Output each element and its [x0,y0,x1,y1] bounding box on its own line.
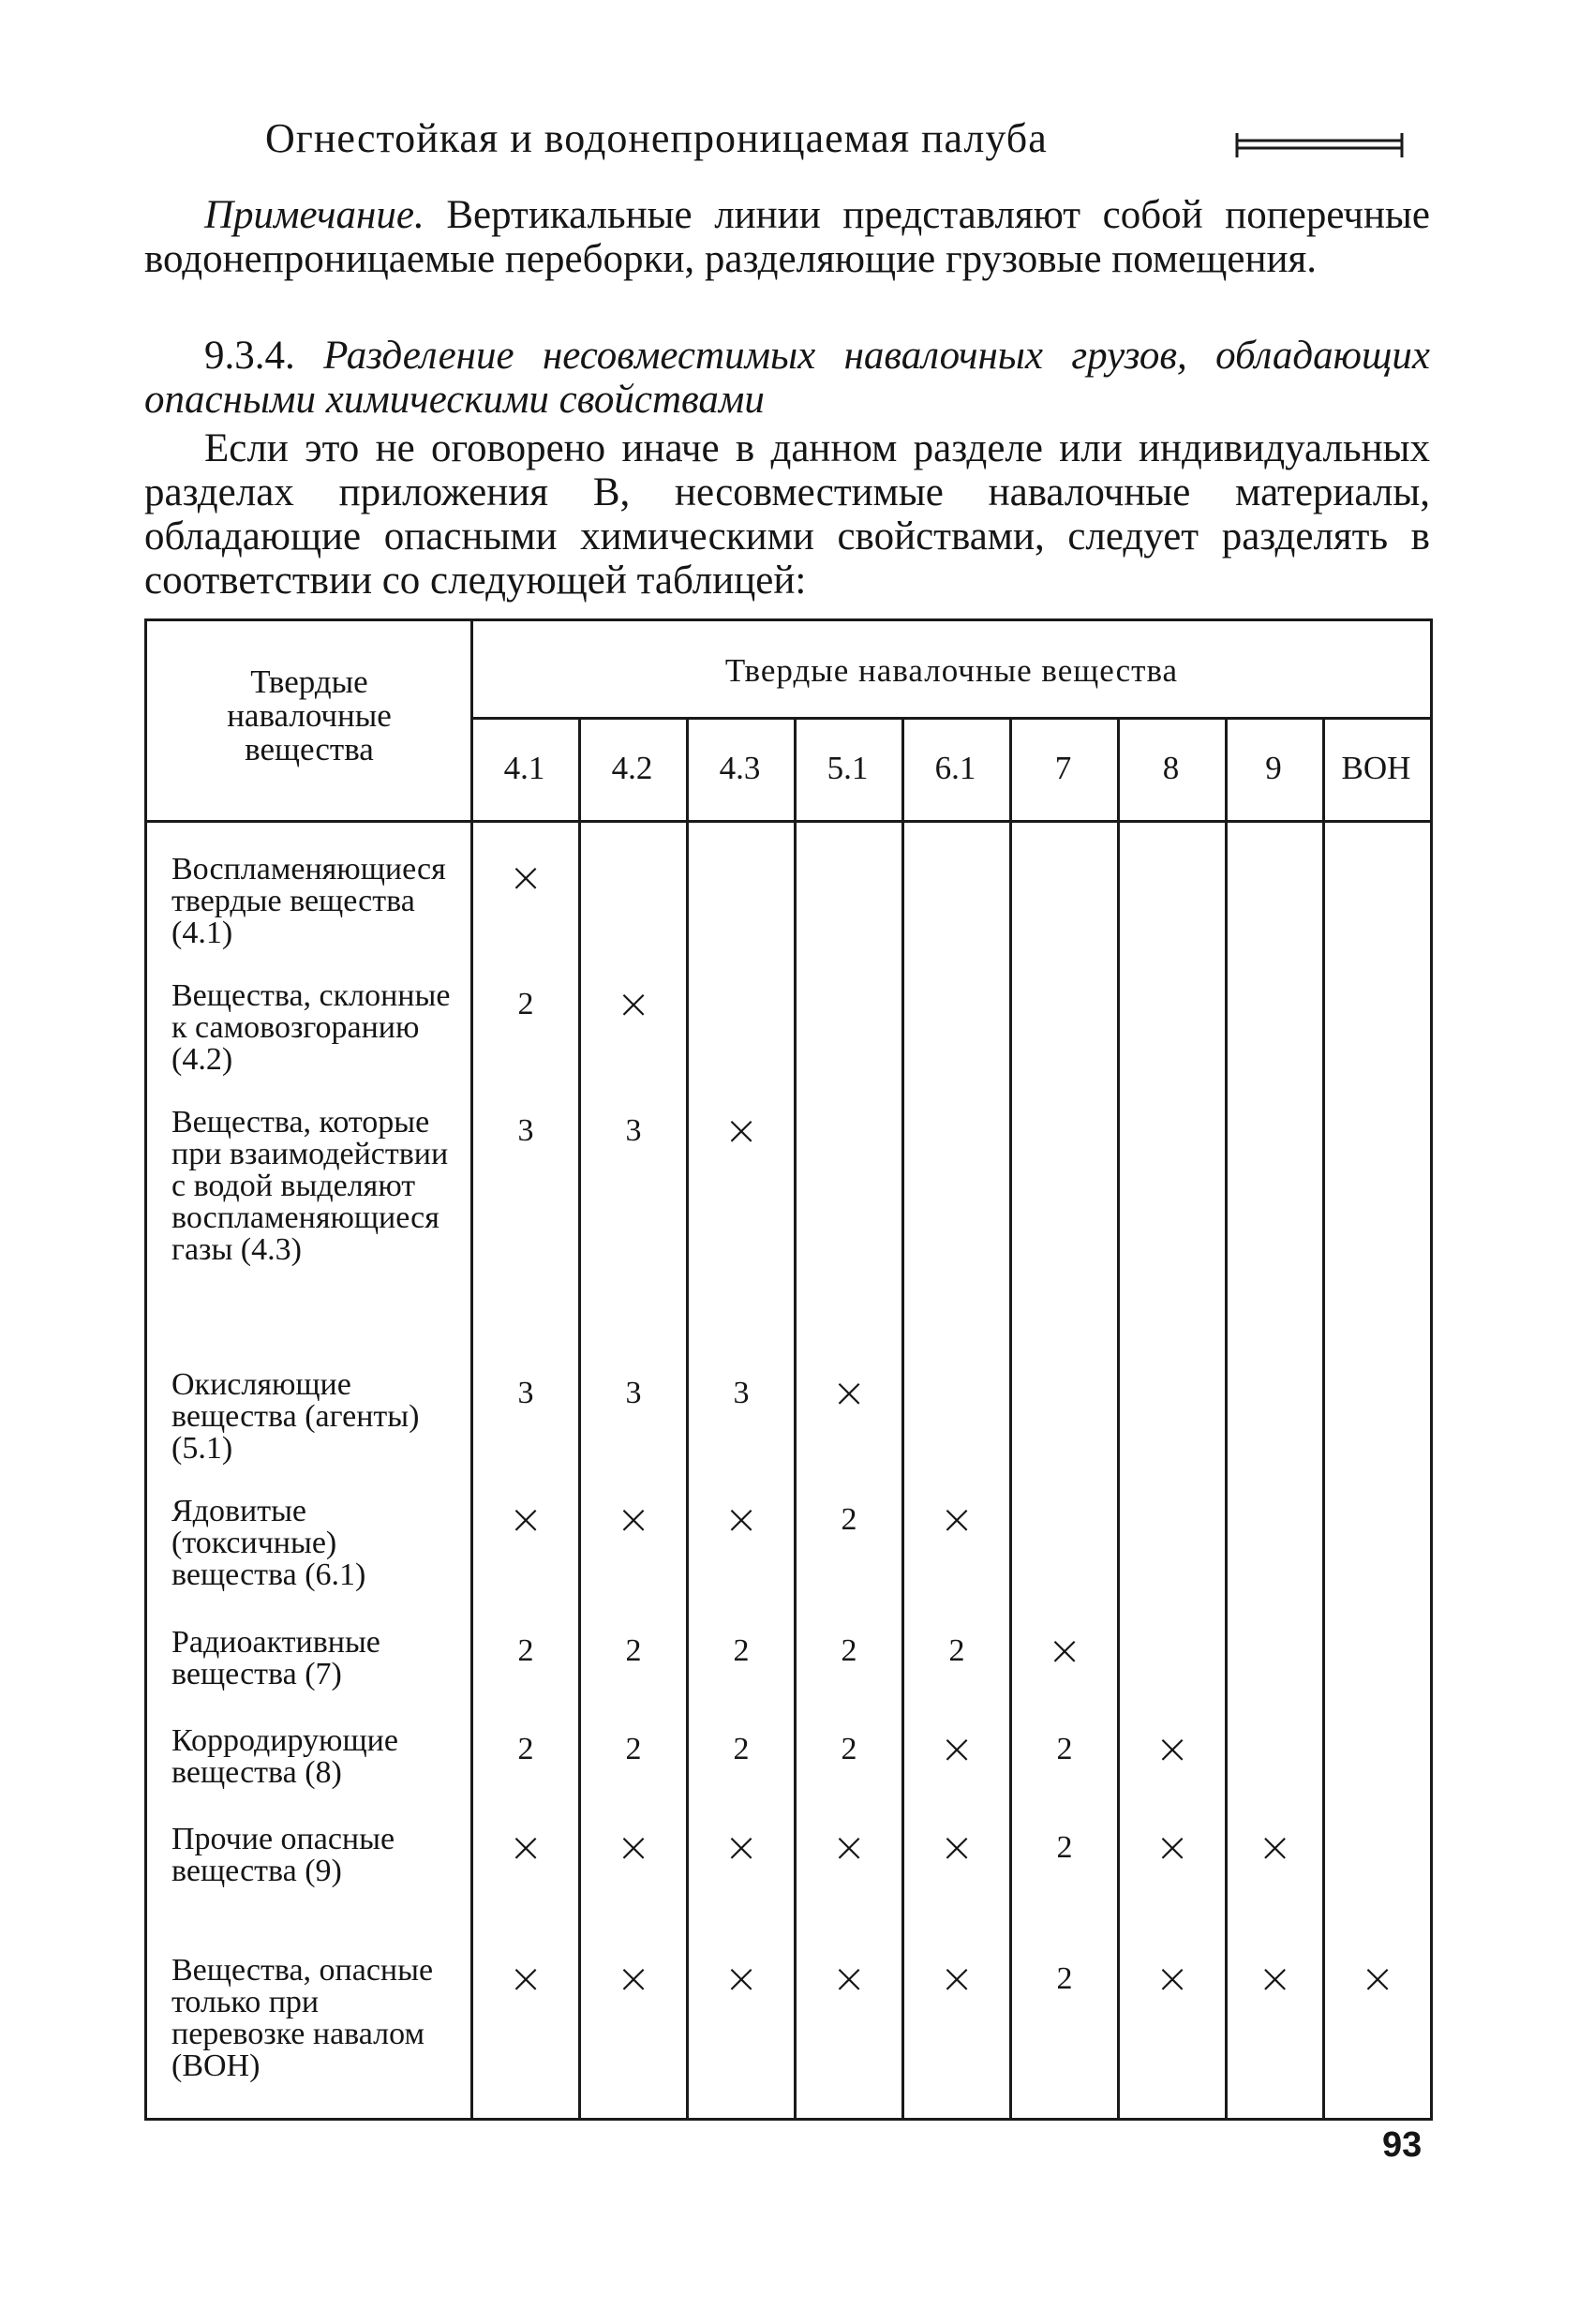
group-header: Твердые навалочные вещества [724,652,1179,689]
cross-mark: × [939,1824,975,1871]
bulkhead-line [686,717,689,2118]
segregation-code: 3 [733,1376,750,1410]
bulkhead-line [1009,717,1012,2118]
segregation-code: 3 [625,1113,642,1148]
segregation-code: 2 [517,987,534,1021]
segregation-code: 2 [517,1732,534,1766]
column-header: 4.2 [611,750,653,786]
bulkhead-line [794,717,797,2118]
note-lead: Примечание. [204,193,425,237]
cross-mark: × [508,1955,544,2003]
label-column-border [470,618,473,2118]
cross-mark: × [616,980,651,1028]
row-label: Воспламеняющиеся твердые вещества (4.1) [171,852,446,950]
row-label: Ядовитые (токсичные) вещества (6.1) [171,1494,366,1592]
section-title: Разделение несовместимых навалочных грузов, обладающих опасными химическими свойствами [144,334,1430,422]
segregation-code: 3 [625,1376,642,1410]
segregation-code: 2 [841,1732,857,1766]
header-separator [144,820,1433,823]
table-bottom-rule [144,2118,1433,2121]
segregation-code: 2 [517,1633,534,1668]
segregation-code: 2 [841,1502,857,1537]
segregation-code: 2 [733,1633,750,1668]
legend-label: Огнестойкая и водонепроницаемая палуба [265,115,1048,161]
cross-mark: × [1360,1955,1395,2003]
row-label: Прочие опасные вещества (9) [171,1822,395,1888]
cross-mark: × [1258,1955,1292,2003]
cross-mark: × [1258,1824,1292,1871]
cross-mark: × [508,1824,544,1871]
bulkhead-line [1322,717,1325,2118]
bulkhead-line [578,717,581,2118]
cross-mark: × [831,1369,867,1417]
column-header: 4.3 [719,750,761,786]
column-header: 7 [1054,750,1072,786]
row-label: Вещества, которые при взаимодействии с водой выделяют воспламеняющиеся газы (4.3) [171,1105,449,1267]
segregation-code: 3 [517,1376,534,1410]
cross-mark: × [939,1725,975,1773]
group-header-rule [470,717,1433,720]
cross-mark: × [508,854,544,901]
cross-mark: × [939,1496,975,1543]
segregation-code: 2 [841,1633,857,1668]
segregation-code: 2 [625,1732,642,1766]
intro-paragraph: Если это не оговорено иначе в данном разделе или индивидуальных разделах приложения В, несовместимые навалочные материалы, обладающие опасными химическими свойствами, следует разделять в соответствии со следующей таблицей: [144,426,1430,603]
table-right-border [1430,618,1433,2118]
segregation-code: 2 [733,1732,750,1766]
column-header: ВОН [1341,750,1411,786]
cross-mark: × [1155,1725,1190,1773]
column-header: 8 [1162,750,1180,786]
bulkhead-line [1117,717,1120,2118]
cross-mark: × [616,1824,651,1871]
segregation-code: 3 [517,1113,534,1148]
bulkhead-line [1225,717,1228,2118]
row-label: Вещества, склонные к самовозгоранию (4.2) [171,978,451,1077]
table-left-border [144,618,147,2118]
bulkhead-line [901,717,904,2118]
segregation-code: 2 [1056,1732,1073,1766]
row-label: Вещества, опасные только при перевозке навалом (ВОН) [171,1953,434,2083]
column-header: 4.1 [503,750,545,786]
note-text: Вертикальные линии представляют собой поперечные водонепроницаемые переборки, разделяющие грузовые помещения. [144,193,1430,281]
cross-mark: × [723,1824,759,1871]
cross-mark: × [723,1955,759,2003]
segregation-code: 2 [1056,1961,1073,1996]
cross-mark: × [939,1955,975,2003]
section-number: 9.3.4. [204,334,295,378]
cross-mark: × [723,1107,759,1155]
row-label: Окисляющие вещества (агенты) (5.1) [171,1367,420,1466]
cross-mark: × [508,1496,544,1543]
cross-mark: × [1155,1824,1190,1871]
cross-mark: × [616,1496,651,1543]
cross-mark: × [831,1824,867,1871]
cross-mark: × [616,1955,651,2003]
row-label: Корродирующие вещества (8) [171,1723,398,1790]
row-label: Радиоактивные вещества (7) [171,1625,380,1691]
segregation-code: 2 [948,1633,965,1668]
corner-header: Твердые навалочные вещества [227,663,392,767]
column-header: 6.1 [934,750,976,786]
cross-mark: × [723,1496,759,1543]
column-header: 5.1 [827,750,869,786]
cross-mark: × [1047,1627,1082,1675]
table-top-rule [144,618,1433,621]
segregation-code: 2 [625,1633,642,1668]
segregation-code: 2 [1056,1830,1073,1865]
page-number: 93 [1382,2125,1423,2165]
column-header: 9 [1265,750,1282,786]
cross-mark: × [1155,1955,1190,2003]
cross-mark: × [831,1955,867,2003]
